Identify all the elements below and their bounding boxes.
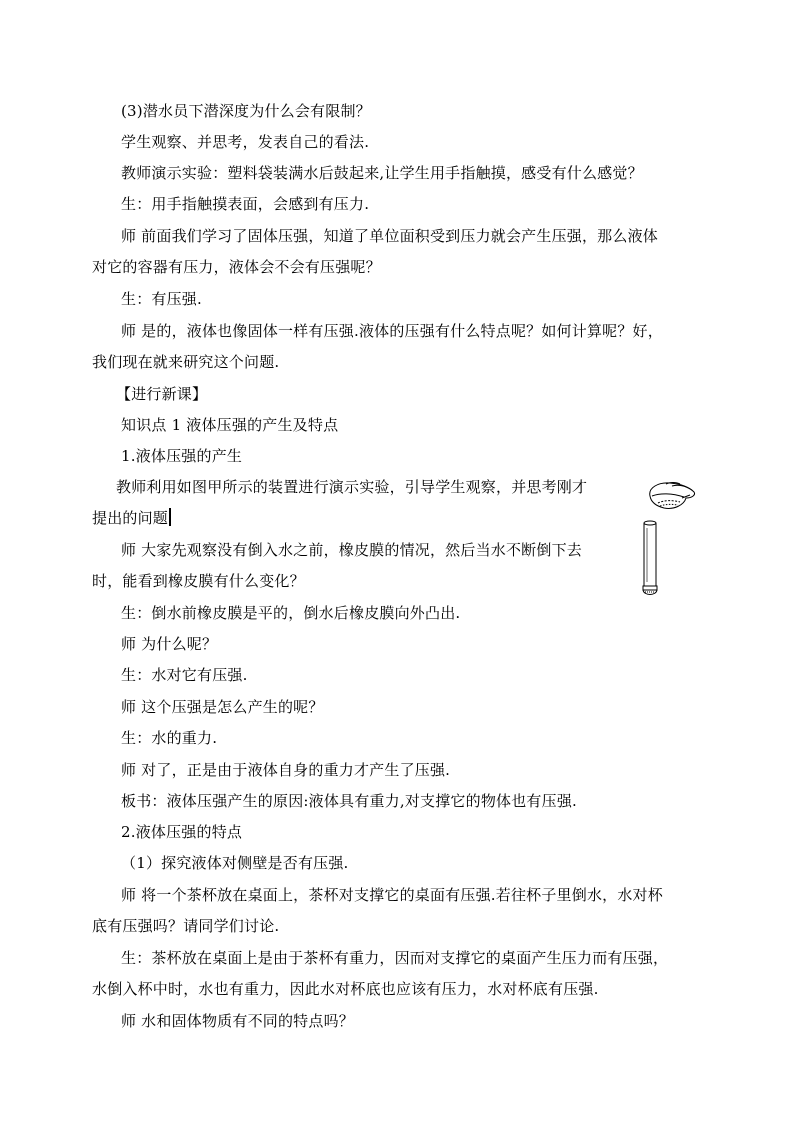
text-line-15: 师 大家先观察没有倒入水之前，橡皮膜的情况，然后当水不断倒下去: [121, 541, 582, 559]
text-line-6: 对它的容器有压力，液体会不会有压强呢？: [92, 258, 381, 276]
text-line-28: 生：茶杯放在桌面上是由于茶杯有重力，因而对支撑它的桌面产生压力而有压强，: [121, 949, 669, 967]
section-heading: 【进行新课】: [116, 385, 208, 403]
text-line-8: 师 是的，液体也像固体一样有压强.液体的压强有什么特点呢？如何计算呢？好，: [121, 322, 663, 340]
text-line-16: 时，能看到橡皮膜有什么变化？: [92, 572, 305, 590]
text-line-27: 底有压强吗？请同学们讨论.: [92, 917, 280, 935]
text-cursor: [169, 508, 171, 526]
text-line-2: 学生观察、并思考，发表自己的看法.: [121, 133, 370, 151]
experiment-figure: [636, 478, 702, 598]
text-line-21: 生：水的重力.: [121, 729, 218, 747]
text-line-18: 师 为什么呢？: [121, 635, 218, 653]
text-line-5: 师 前面我们学习了固体压强，知道了单位面积受到压力就会产生压强，那么液体: [121, 227, 658, 245]
water-pouring-hand-icon: [650, 483, 695, 509]
text-line-26: 师 将一个茶杯放在桌面上，茶杯对支撑它的桌面有压强.若往杯子里倒水，水对杯: [121, 886, 663, 904]
text-line-30: 师 水和固体物质有不同的特点吗？: [121, 1012, 354, 1030]
glass-tube-icon: [643, 521, 657, 595]
text-line-22: 师 对了，正是由于液体自身的重力才产生了压强.: [121, 761, 451, 779]
knowledge-point-heading: 知识点 1 液体压强的产生及特点: [121, 416, 339, 434]
text-line-19: 生：水对它有压强.: [121, 666, 248, 684]
text-line-3: 教师演示实验：塑料袋装满水后鼓起来,让学生用手指触摸，感受有什么感觉？: [121, 164, 643, 182]
text-line-23: 板书：液体压强产生的原因:液体具有重力,对支撑它的物体也有压强.: [121, 792, 577, 810]
subheading-1: 1.液体压强的产生: [121, 447, 243, 465]
text-line-1: (3)潜水员下潜深度为什么会有限制？: [121, 102, 371, 120]
subheading-2: 2.液体压强的特点: [121, 823, 243, 841]
text-line-4: 生：用手指触摸表面，会感到有压力.: [121, 195, 370, 213]
text-line-14-content: 提出的问题: [92, 509, 169, 527]
text-line-20: 师 这个压强是怎么产生的呢？: [121, 698, 324, 716]
text-line-17: 生：倒水前橡皮膜是平的，倒水后橡皮膜向外凸出.: [121, 604, 461, 622]
text-line-9: 我们现在就来研究这个问题.: [92, 353, 280, 371]
text-line-13: 教师利用如图甲所示的装置进行演示实验，引导学生观察，并思考刚才: [116, 478, 588, 496]
text-line-29: 水倒入杯中时，水也有重力，因此水对杯底也应该有压力，水对杯底有压强.: [92, 980, 599, 998]
text-line-7: 生：有压强.: [121, 290, 202, 308]
text-line-14: [92, 508, 171, 528]
text-line-25: （1）探究液体对侧壁是否有压强.: [121, 854, 349, 872]
